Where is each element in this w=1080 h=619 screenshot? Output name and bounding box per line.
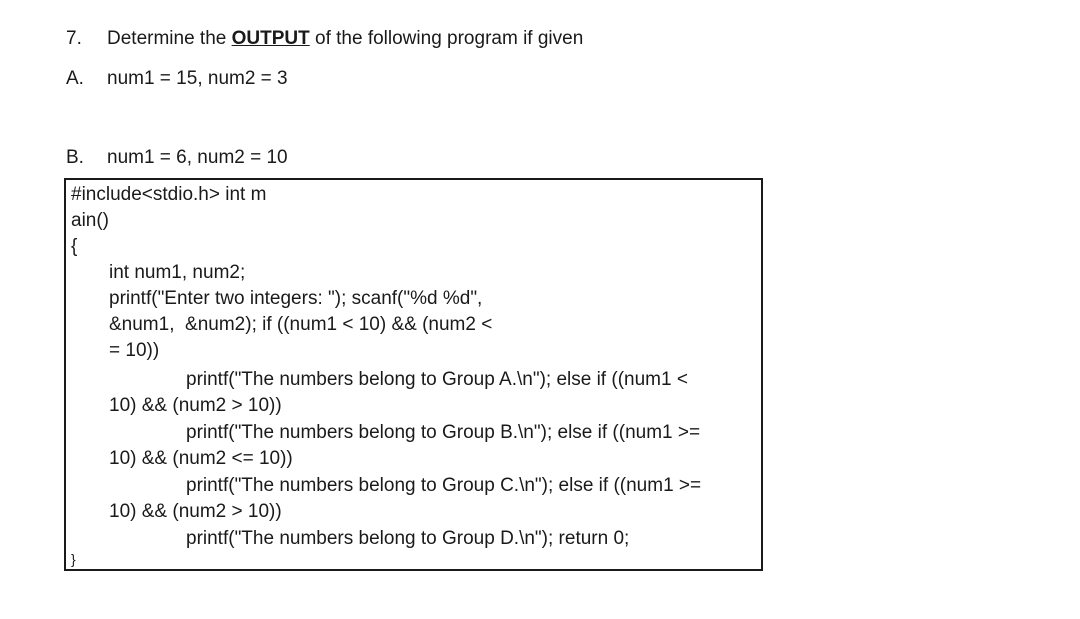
question-text-before: Determine the [107,28,232,49]
code-block [64,178,763,571]
question-emphasis: OUTPUT [231,28,310,49]
code-line: printf("The numbers belong to Group A.\n"); else if ((num1 < [186,369,688,390]
code-line: printf("The numbers belong to Group B.\n"); else if ((num1 >= [186,422,701,443]
question-text [107,28,583,50]
case-b-label: B. [66,147,84,168]
code-line: ain() [71,210,110,231]
question-text-after: of the following program if given [309,28,584,49]
case-a-text: num1 = 15, num2 = 3 [107,68,288,89]
code-line: #include<stdio.h> int m [71,184,267,205]
code-line: = 10)) [109,340,160,361]
case-b-text: num1 = 6, num2 = 10 [107,147,288,168]
code-line: 10) && (num2 > 10)) [109,501,282,522]
code-line: } [71,551,76,567]
code-line: &num1, &num2); if ((num1 < 10) && (num2 < [109,314,493,335]
case-a-label: A. [66,68,84,89]
code-line: printf("The numbers belong to Group C.\n"); else if ((num1 >= [186,475,702,496]
code-line: 10) && (num2 > 10)) [109,395,282,416]
code-line: { [71,236,78,257]
code-line: int num1, num2; [109,262,246,283]
code-line: printf("The numbers belong to Group D.\n"); return 0; [186,528,630,549]
question-number: 7. [66,28,82,49]
code-line: printf("Enter two integers: "); scanf("%d %d", [109,288,483,309]
code-line: 10) && (num2 <= 10)) [109,448,293,469]
